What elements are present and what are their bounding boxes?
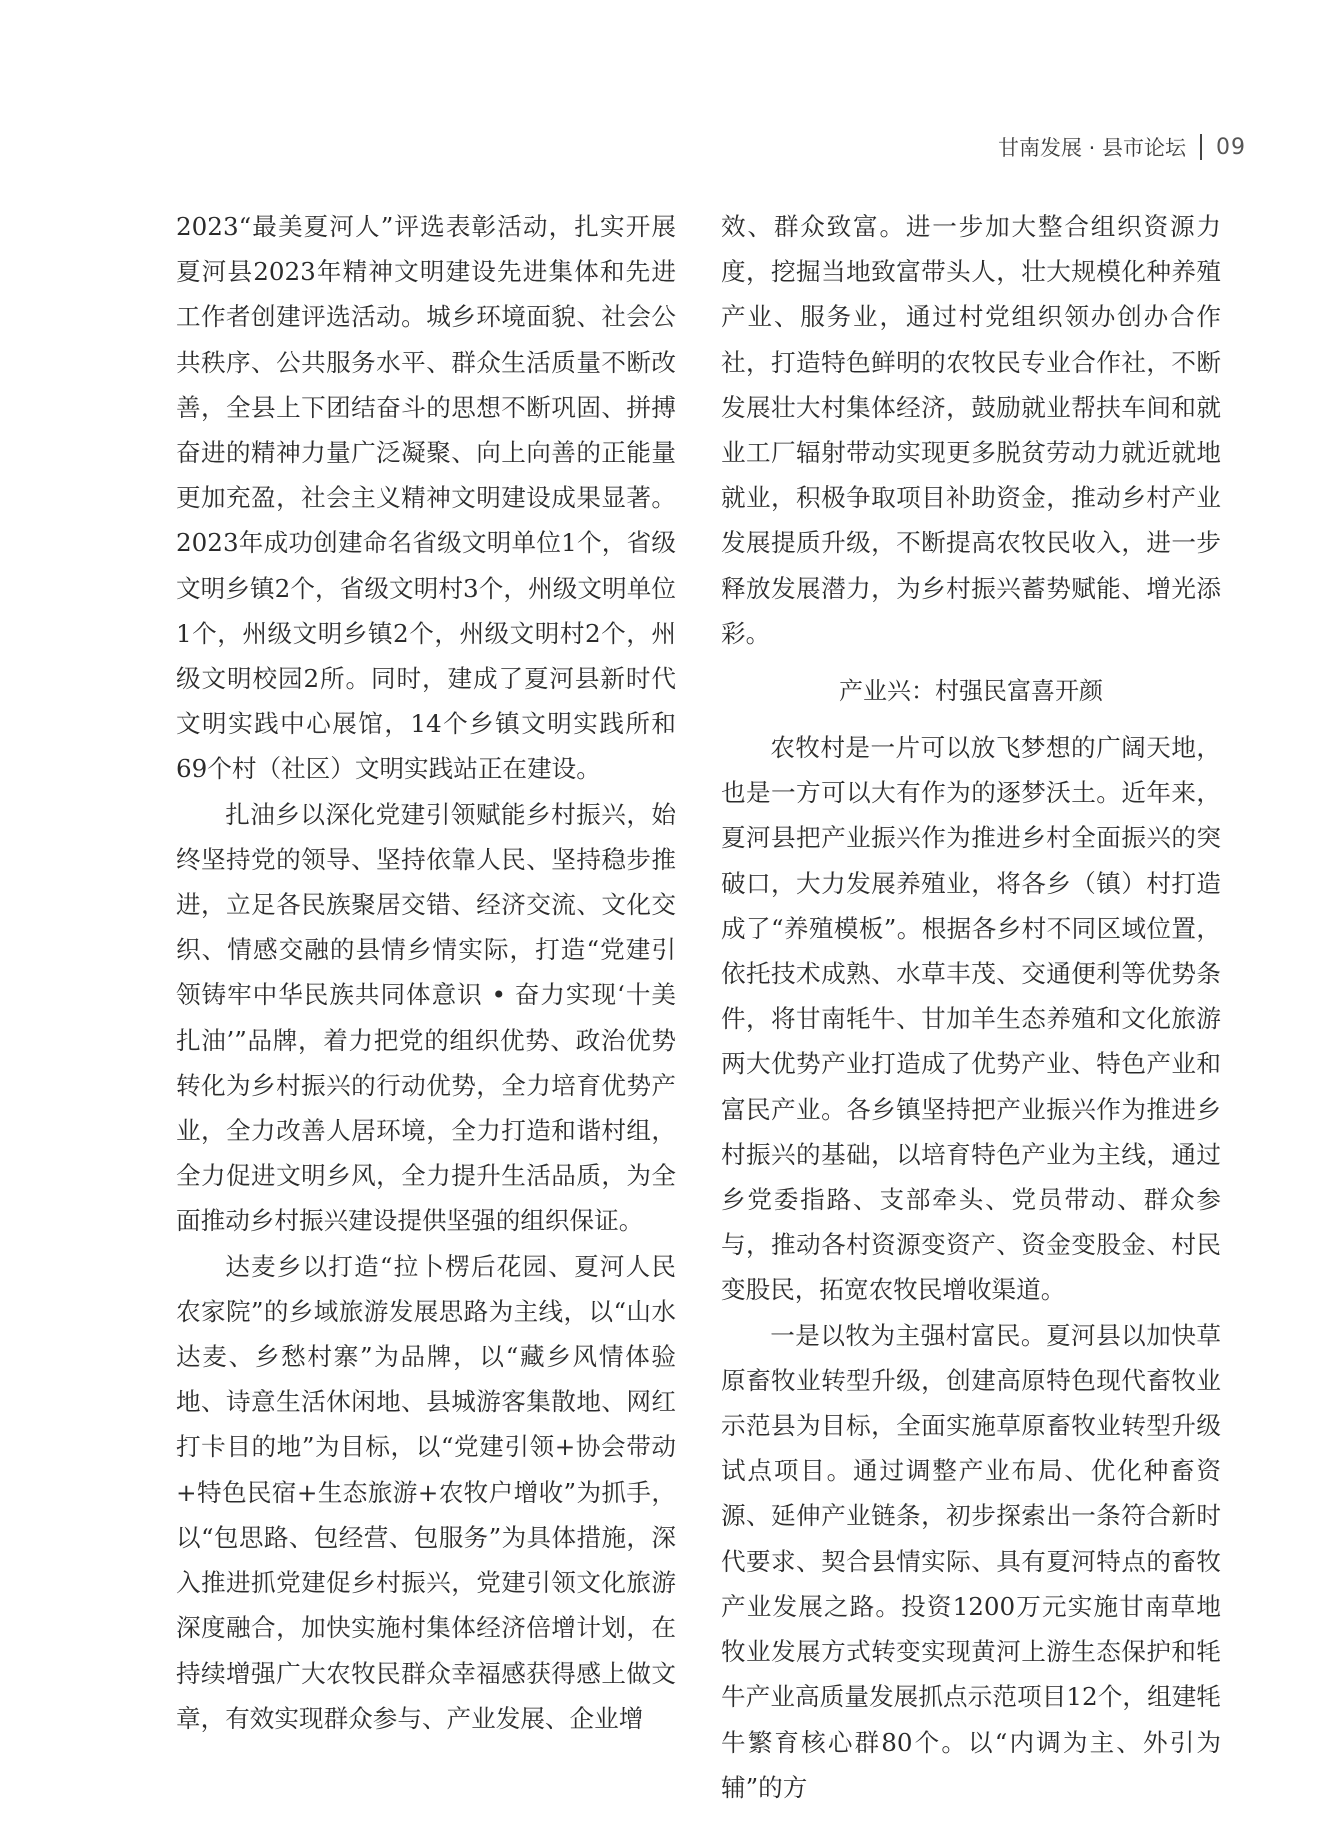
paragraph-continued: 2023“最美夏河人”评选表彰活动，扎实开展夏河县2023年精神文明建设先进集体和先进工作者创建评选活动。城乡环境面貌、社会公共秩序、公共服务水平、群众生活质量不断改善，全县上下团结奋斗的思想不断巩固、拼搏奋进的精神力量广泛凝聚、向上向善的正能量更加充盈，社会主义精神文明建设成果显著。2023年成功创建命名省级文明单位1个，省级文明乡镇2个，省级文明村3个，州级文明单位1个，州级文明乡镇2个，州级文明村2个，州级文明校园2所。同时，建成了夏河县新时代文明实践中心展馆，14个乡镇文明实践所和69个村（社区）文明实践站正在建设。 (176, 212, 676, 784)
page-number: 09 (1216, 134, 1246, 160)
paragraph-zhayou: 扎油乡以深化党建引领赋能乡村振兴，始终坚持党的领导、坚持依靠人民、坚持稳步推进，立足各民族聚居交错、经济交流、文化交织、情感交融的县情乡情实际，打造“党建引领铸牢中华民族共同体意识 • 奋力实现‘十美扎油’”品牌，着力把党的组织优势、政治优势转化为乡村振兴的行动优势，全力培育优势产业，全力改善人居环境，全力打造和谐村组，全力促进文明乡风，全力提升生活品质，为全面推动乡村振兴建设提供坚强的组织保证。 (176, 799, 676, 1236)
right-column (721, 204, 1221, 1810)
paragraph-continued-right: 效、群众致富。进一步加大整合组织资源力度，挖掘当地致富带头人，壮大规模化种养殖产业、服务业，通过村党组织领办创办合作社，打造特色鲜明的农牧民专业合作社，不断发展壮大村集体经济，鼓励就业帮扶车间和就业工厂辐射带动实现更多脱贫劳动力就近就地就业，积极争取项目补助资金，推动乡村产业发展提质升级，不断提高农牧民收入，进一步释放发展潜力，为乡村振兴蓄势赋能、增光添彩。 (721, 212, 1221, 648)
left-column (176, 204, 676, 1741)
paragraph-industry: 农牧村是一片可以放飞梦想的广阔天地，也是一方可以大有作为的逐梦沃土。近年来，夏河县把产业振兴作为推进乡村全面振兴的突破口，大力发展养殖业，将各乡（镇）村打造成了“养殖模板”。根据各乡村不同区域位置，依托技术成熟、水草丰茂、交通便利等优势条件，将甘南牦牛、甘加羊生态养殖和文化旅游两大优势产业打造成了优势产业、特色产业和富民产业。各乡镇坚持把产业振兴作为推进乡村振兴的基础，以培育特色产业为主线，通过乡党委指路、支部牵头、党员带动、群众参与，推动各村资源变资产、资金变股金、村民变股民，拓宽农牧民增收渠道。 (721, 733, 1221, 1305)
header-divider (1200, 134, 1202, 160)
paragraph-damai: 达麦乡以打造“拉卜楞后花园、夏河人民农家院”的乡域旅游发展思路为主线，以“山水达麦、乡愁村寨”为品牌，以“藏乡风情体验地、诗意生活休闲地、县城游客集散地、网红打卡目的地”为目标，以“党建引领+协会带动+特色民宿+生态旅游+农牧户增收”为抓手，以“包思路、包经营、包服务”为具体措施，深入推进抓党建促乡村振兴，党建引领文化旅游深度融合，加快实施村集体经济倍增计划，在持续增强广大农牧民群众幸福感获得感上做文章，有效实现群众参与、产业发展、企业增 (176, 1251, 676, 1733)
header-title: 甘南发展 · 县市论坛 (997, 136, 1186, 160)
running-header (998, 132, 1246, 162)
paragraph-livestock: 一是以牧为主强村富民。夏河县以加快草原畜牧业转型升级，创建高原特色现代畜牧业示范县为目标，全面实施草原畜牧业转型升级试点项目。通过调整产业布局、优化种畜资源、延伸产业链条，初步探索出一条符合新时代要求、契合县情实际、具有夏河特点的畜牧产业发展之路。投资1200万元实施甘南草地牧业发展方式转变实现黄河上游生态保护和牦牛产业高质量发展抓点示范项目12个，组建牦牛繁育核心群80个。以“内调为主、外引为辅”的方 (721, 1320, 1221, 1802)
section-heading: 产业兴：村强民富喜开颜 (839, 677, 1103, 706)
